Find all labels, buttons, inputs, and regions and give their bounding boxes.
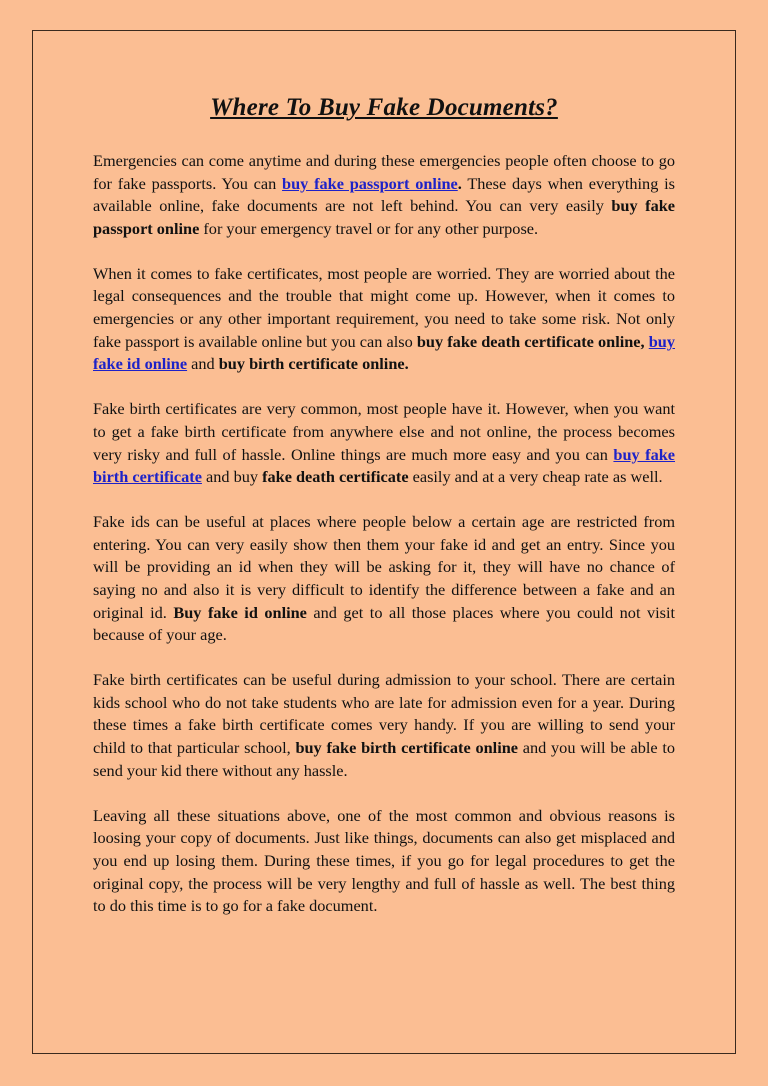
bold-text: buy fake passport online: [93, 196, 675, 238]
paragraph-2: [93, 263, 675, 376]
bold-text: .: [457, 173, 462, 193]
link-buy-fake-passport[interactable]: buy fake passport online: [282, 173, 458, 193]
link-buy-fake-birth-certificate[interactable]: buy fake birth certificate: [93, 444, 676, 487]
text: and you will be able to send your kid there without any hassle.: [93, 738, 676, 780]
text: When it comes to fake certificates, most people are worried. They are worried about the legal consequences and the trouble that might come up. However, when it comes to emergencies or any other important requirement, you need to take some risk. Not only fake passport is available online but you can also: [93, 263, 675, 351]
text: easily and at a very cheap rate as well.: [408, 467, 663, 487]
text: for your emergency travel or for any other purpose.: [199, 218, 539, 238]
text: Fake birth certificates are very common, most people have it. However, when you want to get a fake birth certificate from anywhere else and not online, the process becomes very risky and full of hassle. Online things are much more easy and you can: [93, 399, 675, 464]
text: Fake birth certificates can be useful during admission to your school. There are certain kids school who do not take students who are late for admission even for a year. During these times a fake birth certificate comes very handy. If you are willing to send your child to that particular school,: [93, 670, 675, 758]
document-body: [93, 94, 675, 940]
paragraph-6: [93, 805, 675, 918]
paragraph-1: [93, 150, 675, 240]
bold-text: buy fake death certificate online,: [416, 331, 649, 351]
text: and get to all those places where you could not visit because of your age.: [93, 602, 676, 645]
text: Emergencies can come anytime and during these emergencies people often choose to go for fake passports. You can: [93, 151, 675, 193]
paragraph-4: [93, 511, 675, 647]
text: and buy: [201, 467, 263, 487]
text: and: [187, 354, 219, 374]
bold-text: buy birth certificate online.: [218, 354, 409, 374]
link-buy-fake-id[interactable]: buy fake id online: [93, 331, 675, 374]
paragraph-3: [93, 398, 675, 488]
page-title: Where To Buy Fake Documents?: [210, 94, 558, 121]
bold-text: fake death certificate: [262, 467, 409, 487]
bold-text: buy fake birth certificate online: [295, 738, 518, 758]
bold-text: Buy fake id online: [173, 602, 307, 622]
text: These days when everything is available online, fake documents are not left behind. You can very easily: [93, 173, 675, 216]
text: Leaving all these situations above, one of the most common and obvious reasons is loosing your copy of documents. Just like things, documents can also get misplaced and you end up losing them. During these times, if you go for legal procedures to get the original copy, the process will be very lengthy and full of hassle as well. The best thing to do this time is to go for a fake document.: [93, 805, 675, 916]
text: Fake ids can be useful at places where people below a certain age are restricted from entering. You can very easily show then them your fake id and get an entry. Since you will be providing an id when they will be asking for it, they will have no chance of saying no and also it is very difficult to identify the difference between a fake and an original id.: [93, 512, 675, 622]
paragraph-5: [93, 669, 675, 782]
